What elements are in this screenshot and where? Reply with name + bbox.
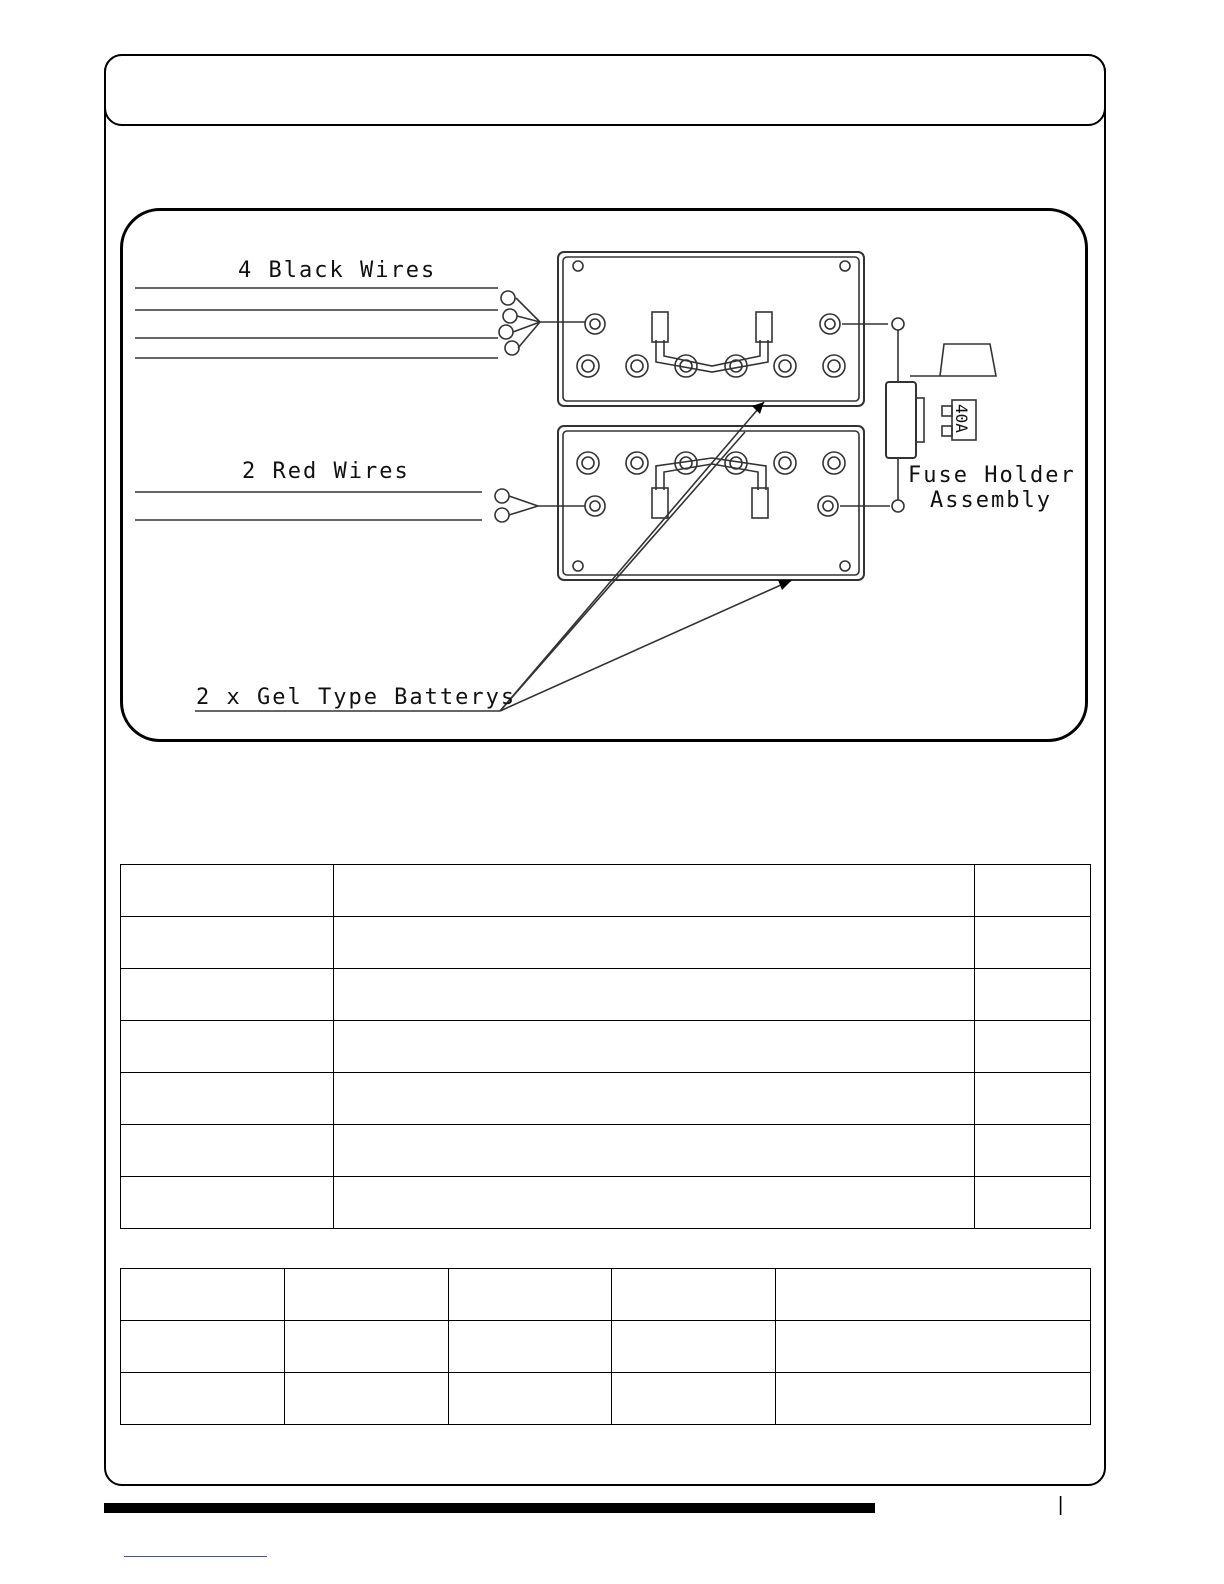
table-cell bbox=[612, 1321, 776, 1373]
table-cell bbox=[776, 1321, 1091, 1373]
table-cell bbox=[975, 1021, 1091, 1073]
table-cell bbox=[975, 1073, 1091, 1125]
table-cell bbox=[121, 917, 334, 969]
table-row bbox=[121, 969, 1091, 1021]
revision-table bbox=[120, 1268, 1091, 1425]
table-row bbox=[121, 1073, 1091, 1125]
red-wires-label: 2 Red Wires bbox=[242, 459, 410, 484]
table-cell bbox=[284, 1321, 448, 1373]
table-cell bbox=[975, 917, 1091, 969]
table-cell bbox=[612, 1269, 776, 1321]
table-row bbox=[121, 1321, 1091, 1373]
table-cell bbox=[121, 1125, 334, 1177]
table-row bbox=[121, 865, 1091, 917]
table-row bbox=[121, 1125, 1091, 1177]
table-cell bbox=[333, 917, 974, 969]
fuse-holder-label-line1: Fuse Holder bbox=[908, 463, 1076, 488]
footer-link-underline[interactable] bbox=[124, 1556, 267, 1557]
battery-wiring-diagram bbox=[0, 0, 1224, 760]
table-cell bbox=[333, 1177, 974, 1229]
table-cell bbox=[333, 969, 974, 1021]
table-cell bbox=[448, 1269, 612, 1321]
table-row bbox=[121, 1177, 1091, 1229]
fuse-holder-label-line2: Assembly bbox=[930, 488, 1052, 513]
table-cell bbox=[776, 1269, 1091, 1321]
table-cell bbox=[121, 1269, 285, 1321]
footer-bar bbox=[104, 1503, 875, 1513]
table-cell bbox=[333, 1021, 974, 1073]
black-wires-label: 4 Black Wires bbox=[238, 258, 437, 283]
fuse-rating-label: 40A bbox=[952, 404, 971, 433]
table-cell bbox=[121, 1177, 334, 1229]
table-cell bbox=[121, 1373, 285, 1425]
table-cell bbox=[284, 1269, 448, 1321]
table-cell bbox=[975, 1177, 1091, 1229]
batteries-label: 2 x Gel Type Batterys bbox=[196, 685, 517, 710]
table-cell bbox=[975, 1125, 1091, 1177]
table-cell bbox=[284, 1373, 448, 1425]
ring-terminal-icon bbox=[501, 291, 515, 305]
table-cell bbox=[121, 1321, 285, 1373]
table-cell bbox=[975, 865, 1091, 917]
table-cell bbox=[612, 1373, 776, 1425]
table-cell bbox=[333, 1073, 974, 1125]
table-cell bbox=[975, 969, 1091, 1021]
table-row bbox=[121, 1021, 1091, 1073]
table-cell bbox=[121, 1021, 334, 1073]
table-cell bbox=[333, 865, 974, 917]
table-cell bbox=[121, 969, 334, 1021]
table-cell bbox=[448, 1373, 612, 1425]
table-row bbox=[121, 917, 1091, 969]
table-cell bbox=[776, 1373, 1091, 1425]
table-cell bbox=[121, 865, 334, 917]
page-number: | bbox=[1058, 1494, 1064, 1516]
parts-table bbox=[120, 864, 1091, 1229]
table-cell bbox=[333, 1125, 974, 1177]
table-cell bbox=[121, 1073, 334, 1125]
table-cell bbox=[448, 1321, 612, 1373]
table-row bbox=[121, 1373, 1091, 1425]
table-row bbox=[121, 1269, 1091, 1321]
